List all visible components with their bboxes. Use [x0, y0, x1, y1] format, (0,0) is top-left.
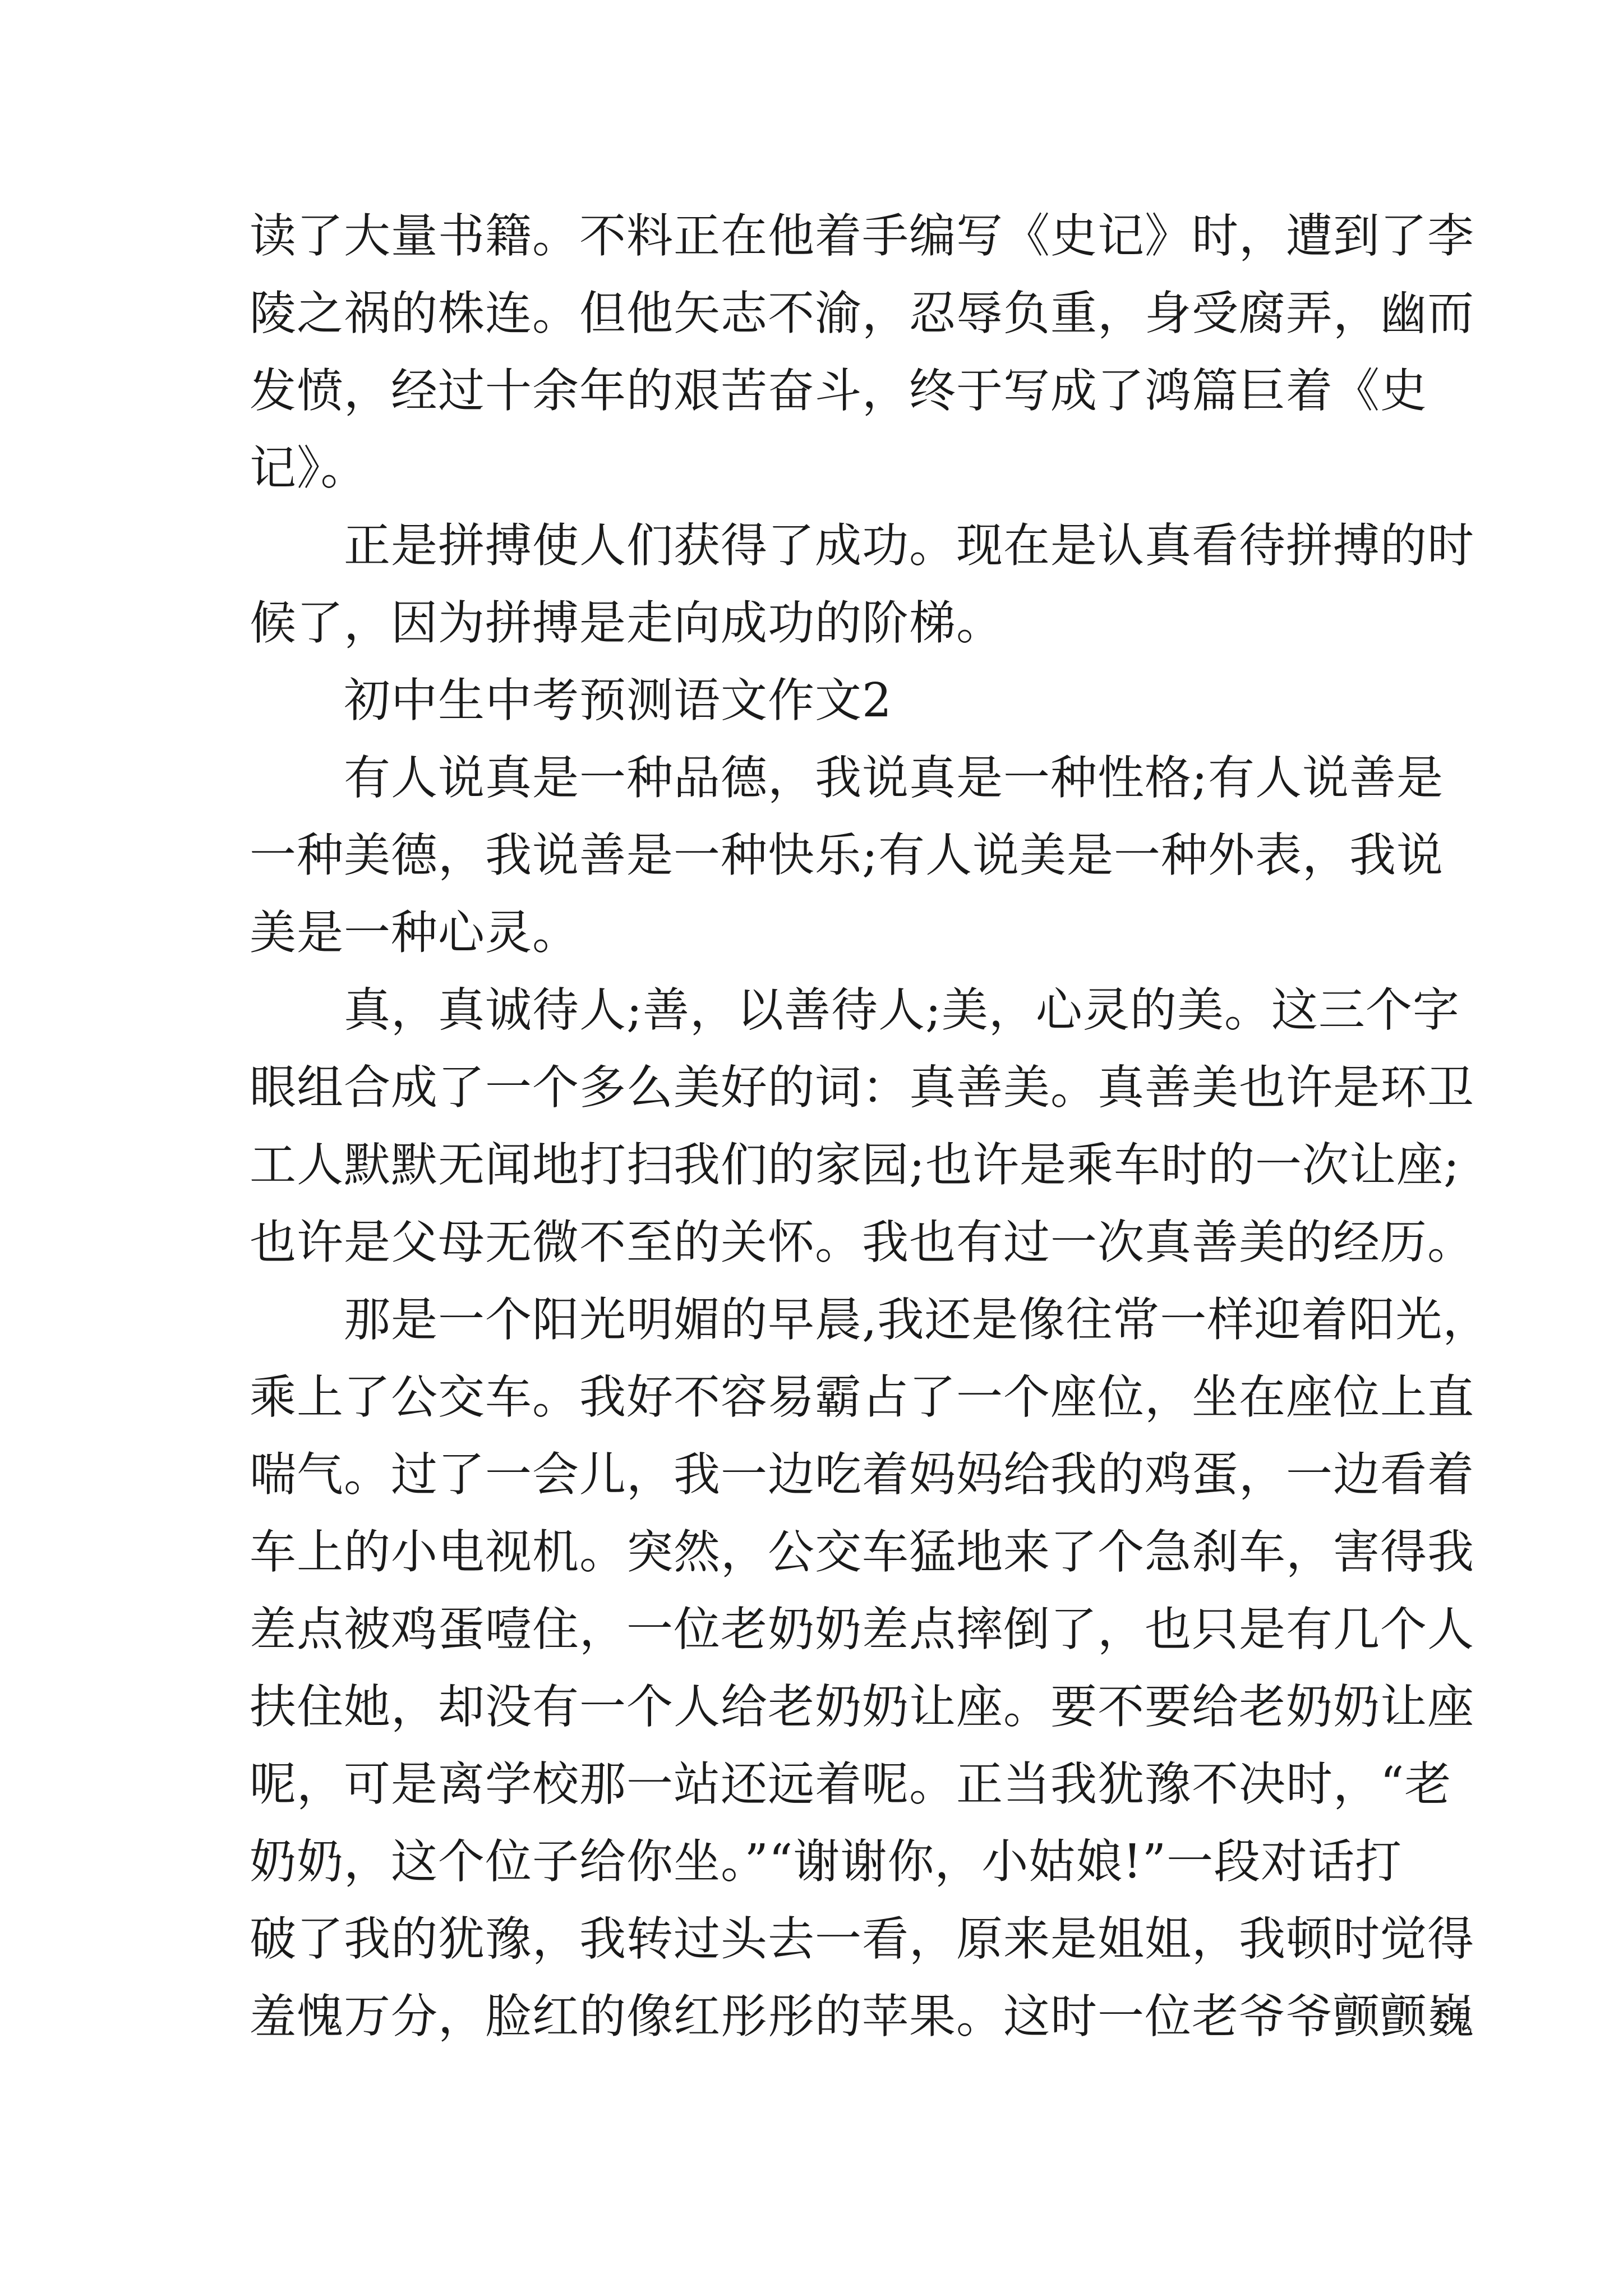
text-line: 破了我的犹豫，我转过头去一看，原来是姐姐，我顿时觉得 [250, 1912, 1474, 1966]
text-line: 羞愧万分，脸红的像红彤彤的苹果。这时一位老爷爷颤颤巍 [250, 1989, 1474, 2044]
text-line: 美是一种心灵。 [250, 905, 579, 960]
text-line: 也许是父母无微不至的关怀。我也有过一次真善美的经历。 [250, 1215, 1474, 1269]
text-line: 差点被鸡蛋噎住，一位老奶奶差点摔倒了，也只是有几个人 [250, 1602, 1474, 1657]
paragraph-1 [250, 197, 1474, 507]
text-line: 那是一个阳光明媚的早晨,我还是像往常一样迎着阳光， [344, 1292, 1490, 1347]
text-line: 乘上了公交车。我好不容易霸占了一个座位，坐在座位上直 [250, 1370, 1474, 1424]
text-line: 正是拼搏使人们获得了成功。现在是认真看待拼搏的时 [344, 518, 1474, 573]
paragraph-3 [250, 739, 1444, 972]
text-line: 工人默默无闻地打扫我们的家园;也许是乘车时的一次让座; [250, 1138, 1460, 1192]
text-line: 候了，因为拼搏是走向成功的阶梯。 [250, 596, 1003, 650]
paragraph-4 [250, 972, 1474, 1281]
text-line: 眼组合成了一个多么美好的词：真善美。真善美也许是环卫 [250, 1060, 1474, 1115]
text-line: 一种美德，我说善是一种快乐;有人说美是一种外表，我说 [250, 828, 1444, 882]
section-heading [250, 662, 1382, 739]
text-line: 奶奶，这个位子给你坐。”“谢谢你，小姑娘!”一段对话打 [250, 1834, 1403, 1889]
text-line: 有人说真是一种品德，我说真是一种性格;有人说善是 [344, 751, 1444, 805]
text-line: 记》。 [250, 441, 368, 495]
text-line: 真，真诚待人;善，以善待人;美，心灵的美。这三个字 [344, 983, 1460, 1037]
text-line: 扶住她，却没有一个人给老奶奶让座。要不要给老奶奶让座 [250, 1680, 1474, 1734]
paragraph-5 [250, 1281, 1490, 2055]
text-line: 车上的小电视机。突然，公交车猛地来了个急刹车，害得我 [250, 1525, 1474, 1579]
text-line: 呢，可是离学校那一站还远着呢。正当我犹豫不决时，“老 [250, 1757, 1452, 1811]
article-body [250, 197, 1490, 2055]
text-line: 陵之祸的株连。但他矢志不渝，忍辱负重，身受腐弄，幽而 [250, 286, 1474, 341]
essay-title: 初中生中考预测语文作文2 [344, 673, 892, 728]
text-line: 读了大量书籍。不料正在他着手编写《史记》时，遭到了李 [250, 209, 1474, 263]
paragraph-2 [250, 507, 1474, 662]
text-line: 喘气。过了一会儿，我一边吃着妈妈给我的鸡蛋，一边看着 [250, 1447, 1474, 1502]
text-line: 发愤，经过十余年的艰苦奋斗，终于写成了鸿篇巨着《史 [250, 364, 1427, 418]
